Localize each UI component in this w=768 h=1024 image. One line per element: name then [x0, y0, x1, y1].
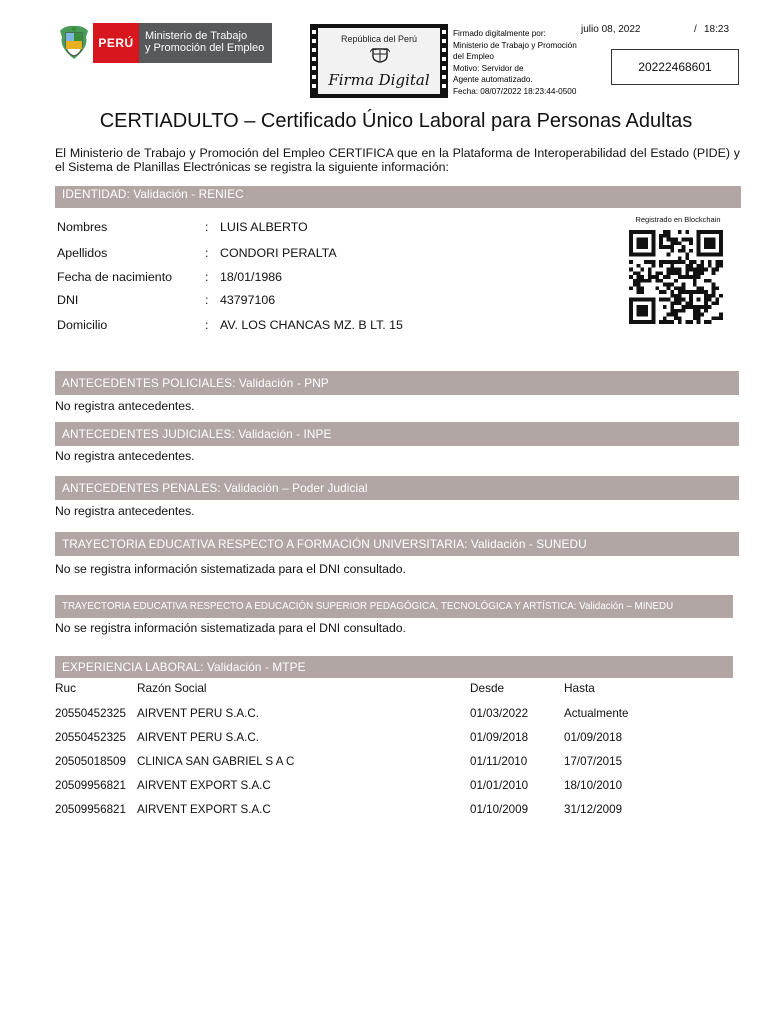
field-label-apellidos: Apellidos [57, 246, 108, 260]
stamp-firma-text: Firma Digital [328, 71, 430, 89]
logo-country: PERÚ [93, 23, 139, 63]
section-bar-identity: IDENTIDAD: Validación - RENIEC [55, 186, 741, 208]
issue-time: 18:23 [704, 24, 730, 35]
column-header-hasta: Hasta [564, 681, 595, 695]
field-value-apellidos: CONDORI PERALTA [220, 246, 337, 260]
issue-date: julio 08, 2022 [581, 24, 641, 35]
field-value-nombres: LUIS ALBERTO [220, 220, 308, 234]
stamp-emblem-icon [370, 47, 390, 63]
field-label-fecha-nacimiento: Fecha de nacimiento [57, 270, 173, 284]
field-value-fecha-nacimiento: 18/01/1986 [220, 270, 283, 284]
section-text-superior: No se registra información sistematizada para el DNI consultado. [55, 621, 406, 635]
peru-coat-of-arms-icon [55, 23, 93, 63]
firma-digital-stamp [310, 24, 448, 98]
document-number: 20222468601 [611, 49, 739, 85]
section-bar-judiciales: ANTECEDENTES JUDICIALES: Validación - INPE [55, 422, 739, 446]
digital-signature-info: Firmado digitalmente por: Ministerio de Trabajo y Promoción del Empleo Motivo: Servidor de Agente automatizado. Fecha: 08/07/2022 18:23:44-0500 [453, 29, 577, 96]
section-text-universitaria: No se registra información sistematizada para el DNI consultado. [55, 562, 406, 576]
date-time-separator: / [694, 24, 697, 35]
field-label-dni: DNI [57, 293, 79, 307]
page-title: CERTIADULTO – Certificado Único Laboral para Personas Adultas [99, 110, 693, 132]
ministry-logo [55, 23, 272, 63]
section-bar-experiencia: EXPERIENCIA LABORAL: Validación - MTPE [55, 656, 733, 678]
section-text-judiciales: No registra antecedentes. [55, 449, 195, 463]
section-text-penales: No registra antecedentes. [55, 504, 195, 518]
field-label-domicilio: Domicilio [57, 318, 108, 332]
section-bar-universitaria: TRAYECTORIA EDUCATIVA RESPECTO A FORMACIÓN UNIVERSITARIA: Validación - SUNEDU [55, 532, 739, 556]
qr-code-icon [627, 230, 725, 324]
field-label-nombres: Nombres [57, 220, 108, 234]
intro-paragraph: El Ministerio de Trabajo y Promoción del Empleo CERTIFICA que en la Plataforma de Interoperabilidad del Estado (PIDE) y el Sistema de Planillas Electrónicas se registra la siguiente información: [55, 146, 740, 174]
stamp-republic-text: República del Perú [340, 34, 418, 44]
field-value-dni: 43797106 [220, 293, 276, 307]
section-text-policiales: No registra antecedentes. [55, 399, 195, 413]
column-header-razon-social: Razón Social [137, 681, 207, 695]
field-value-domicilio: AV. LOS CHANCAS MZ. B LT. 15 [220, 318, 403, 332]
section-bar-superior: TRAYECTORIA EDUCATIVA RESPECTO A EDUCACIÓN SUPERIOR PEDAGÓGICA, TECNOLÓGICA Y ARTÍSTICA: Validación – MINEDU [55, 595, 733, 618]
column-header-ruc: Ruc [55, 681, 76, 695]
blockchain-label: Registrado en Blockchain [635, 215, 721, 224]
logo-ministry-name: Ministerio de Trabajo y Promoción del Empleo [139, 23, 272, 63]
section-bar-penales: ANTECEDENTES PENALES: Validación – Poder Judicial [55, 476, 739, 500]
section-bar-policiales: ANTECEDENTES POLICIALES: Validación - PNP [55, 371, 739, 395]
column-header-desde: Desde [470, 681, 505, 695]
